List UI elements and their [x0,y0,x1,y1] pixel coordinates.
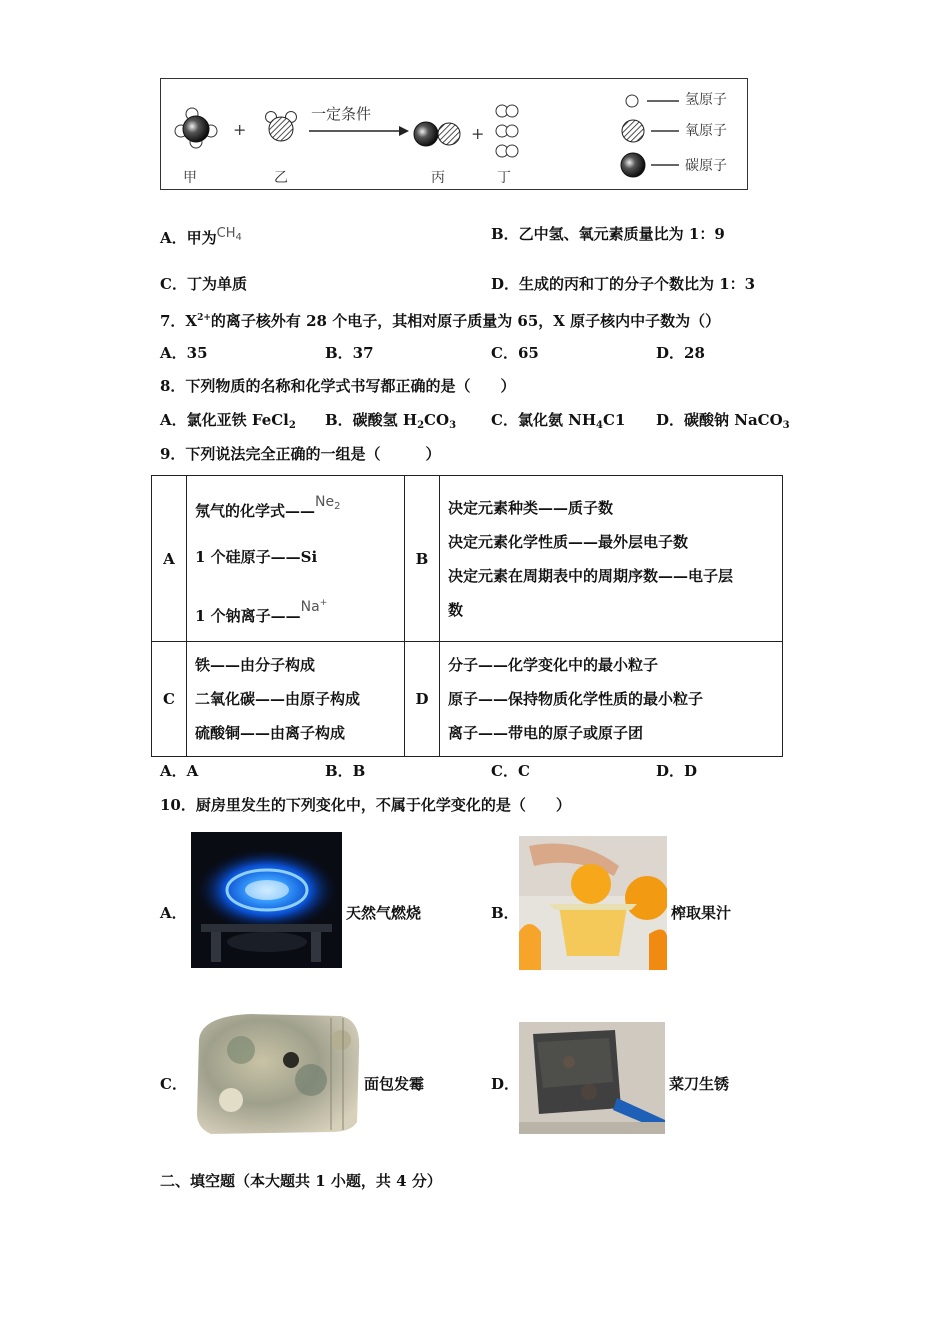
q8-stem: 8．下列物质的名称和化学式书写都正确的是（ ） [160,377,516,395]
q9-option-b: B．B [325,762,366,780]
q8-option-b: B．碳酸氢 $H_2CO_3$ [325,411,457,431]
section-2-heading: 二、填空题（本大题共 1 小题，共 4 分） [160,1172,442,1190]
q10-option-c-letter: C． [160,1075,187,1093]
q9-d-line2: 原子——保持物质化学性质的最小粒子 [448,690,704,708]
q8-option-a: A．氯化亚铁 FeCl$_2$ [160,411,296,431]
molecule-yi [266,112,297,142]
label-ding: 丁 [497,170,511,186]
rusty-knife-image [519,1022,665,1134]
q9-cell-d [440,642,783,757]
moldy-bread-image [191,1010,363,1136]
legend-hydrogen-label: 氢原子 [685,92,727,108]
juicer-image [519,836,667,970]
q10-option-a-text: 天然气燃烧 [346,904,422,922]
q9-option-d: D．D [656,762,698,780]
label-jia: 甲 [183,170,197,186]
q9-d-line1: 分子——化学变化中的最小粒子 [448,656,659,674]
q9-c-line1: 铁——由分子构成 [195,656,316,674]
q10-option-b-text: 榨取果汁 [671,904,732,922]
plus-2: + [471,124,485,143]
q10-stem: 10．厨房里发生的下列变化中，不属于化学变化的是（ ） [160,796,571,814]
reaction-molecules [161,79,746,188]
q9-b-line1: 决定元素种类——质子数 [448,498,614,517]
molecule-bing [414,122,460,146]
q8-option-d: D．碳酸钠 NaCO$_3$ [656,411,790,431]
q9-tag-c: C [152,642,187,757]
condition-label: 一定条件 [311,105,372,123]
q7-option-c: C．65 [491,344,539,362]
q6-option-a: A．甲为$CH_4$ [160,226,242,247]
q9-cell-b [440,476,783,642]
gas-flame-image [191,832,342,968]
q7-option-b: B．37 [325,344,374,362]
q10-option-d-letter: D． [491,1075,520,1093]
q9-b-line2: 决定元素化学性质——最外层电子数 [448,532,689,551]
q9-b-line4: 数 [448,600,464,619]
q6-option-c: C．丁为单质 [160,275,247,293]
q9-c-line3: 硫酸铜——由离子构成 [195,724,346,742]
q10-option-a-letter: A． [160,904,187,922]
q6-option-d: D．生成的丙和丁的分子个数比为 1：3 [491,275,756,293]
legend-oxygen-symbol [622,120,644,142]
q9-b-line3: 决定元素在周期表中的周期序数——电子层 [448,566,734,585]
q9-cell-c [187,642,405,757]
legend-carbon-label: 碳原子 [685,158,727,174]
q9-stem: 9．下列说法完全正确的一组是（ ） [160,445,441,463]
q9-cell-a [187,476,405,642]
q9-table [151,475,783,757]
legend-carbon-symbol [621,153,645,177]
label-bing: 丙 [431,170,445,186]
q10-option-d-text: 菜刀生锈 [669,1075,730,1093]
q10-option-c-text: 面包发霉 [364,1075,425,1093]
q9-option-a: A．A [160,762,199,780]
q7-option-a: A．35 [160,344,208,362]
q9-c-line2: 二氧化碳——由原子构成 [195,690,361,708]
legend [621,95,679,177]
q9-d-line3: 离子——带电的原子或原子团 [448,724,644,742]
q9-a-line3: 1 个钠离子——Na+ [195,597,328,625]
q9-tag-a: A [152,476,187,642]
q7-stem: 7．$X^{2+}$的离子核外有 28 个电子，其相对原子质量为 65，X 原子核内中子数为（） [160,312,721,330]
molecule-ding [496,105,518,157]
label-yi: 乙 [274,170,288,186]
q9-a-line2: 1 个硅原子——Si [195,547,318,566]
q9-tag-d: D [405,642,440,757]
reaction-diagram [160,78,748,190]
q10-option-b-letter: B． [491,904,519,922]
q9-tag-b: B [405,476,440,642]
legend-hydrogen-symbol [626,95,638,107]
q8-option-c: C．氯化氨 $NH_4C1$ [491,411,626,431]
plus-1: + [233,120,247,139]
q7-option-d: D．28 [656,344,705,362]
q9-a-line1: 氖气的化学式$——Ne_2$ [195,493,341,520]
q9-option-c: C．C [491,762,530,780]
molecule-jia [175,108,217,148]
legend-oxygen-label: 氧原子 [685,123,727,139]
q6-option-b: B．乙中氢、氧元素质量比为 1：9 [491,225,725,243]
